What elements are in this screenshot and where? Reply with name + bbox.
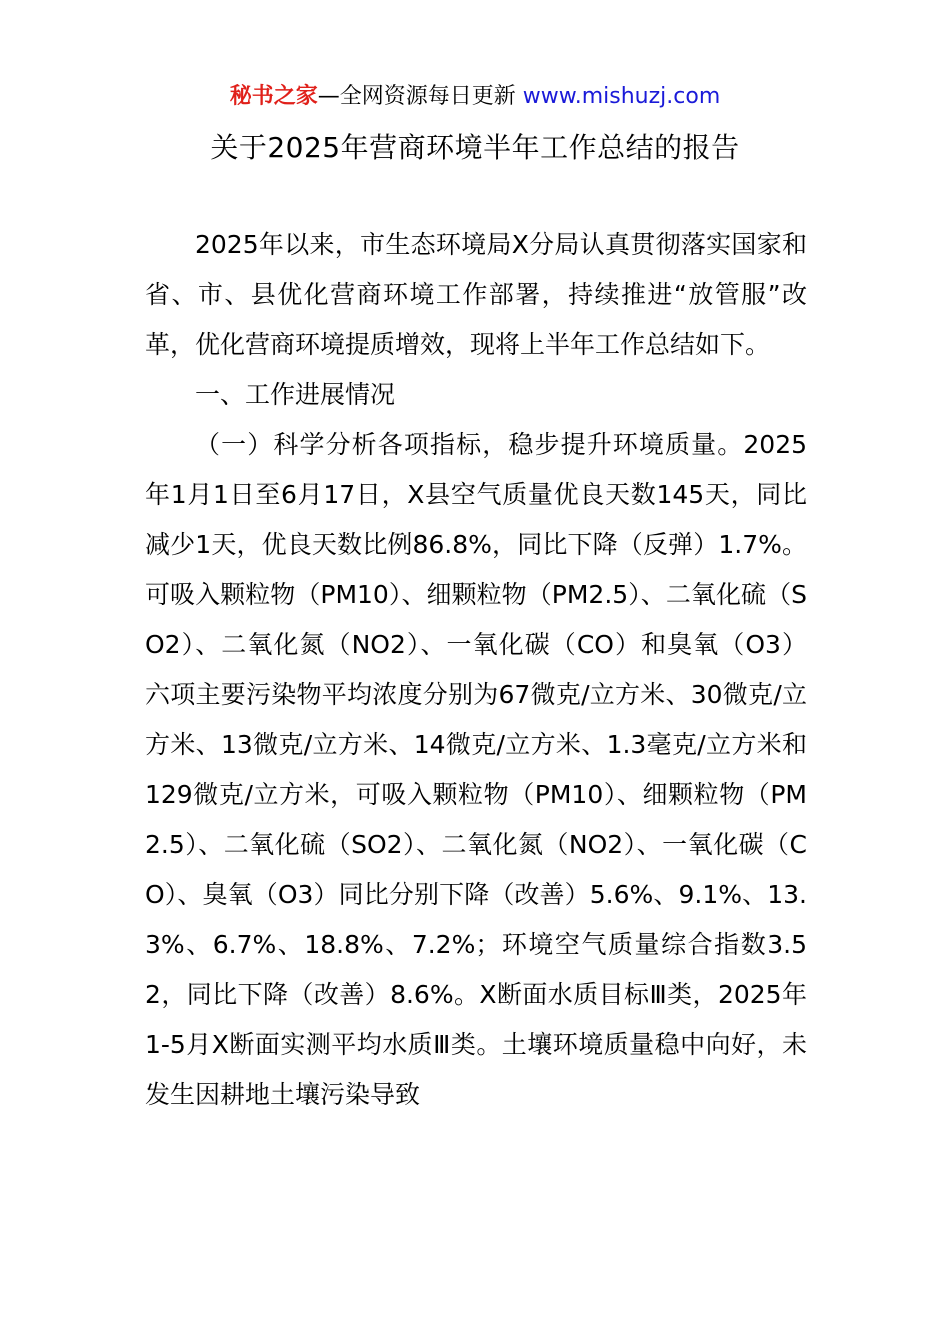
intro-paragraph: 2025年以来，市生态环境局X分局认真贯彻落实国家和省、市、县优化营商环境工作部署，持续推进“放管服”改革，优化营商环境提质增效，现将上半年工作总结如下。 <box>145 230 807 359</box>
document-title: 关于2025年营商环境半年工作总结的报告 <box>210 131 740 164</box>
site-header <box>0 80 950 114</box>
document-body <box>145 220 807 1120</box>
section-paragraph: （一）科学分析各项指标，稳步提升环境质量。2025年1月1日至6月17日，X县空气质量优良天数145天，同比减少1天，优良天数比例86.8%，同比下降（反弹）1.7%。可吸入颗粒物（PM10）、细颗粒物（PM2.5）、二氧化硫（SO2）、二氧化氮（NO2）、一氧化碳（CO）和臭氧（O3）六项主要污染物平均浓度分别为67微克/立方米、30微克/立方米、13微克/立方米、14微克/立方米、1.3毫克/立方米和129微克/立方米，可吸入颗粒物（PM10）、细颗粒物（PM2.5）、二氧化硫（SO2）、二氧化氮（NO2）、一氧化碳（CO）、臭氧（O3）同比分别下降（改善）5.6%、9.1%、13.3%、6.7%、18.8%、7.2%；环境空气质量综合指数3.52，同比下降（改善）8.6%。X断面水质目标Ⅲ类，2025年1-5月X断面实测平均水质Ⅲ类。土壤环境质量稳中向好，未发生因耕地土壤污染导致 <box>145 430 807 1109</box>
header-tagline: —全网资源每日更新 <box>317 84 516 109</box>
section-heading: 一、工作进展情况 <box>195 380 396 409</box>
site-url-link[interactable]: www.mishuzj.com <box>522 84 721 109</box>
brand-name: 秘书之家 <box>229 84 318 109</box>
